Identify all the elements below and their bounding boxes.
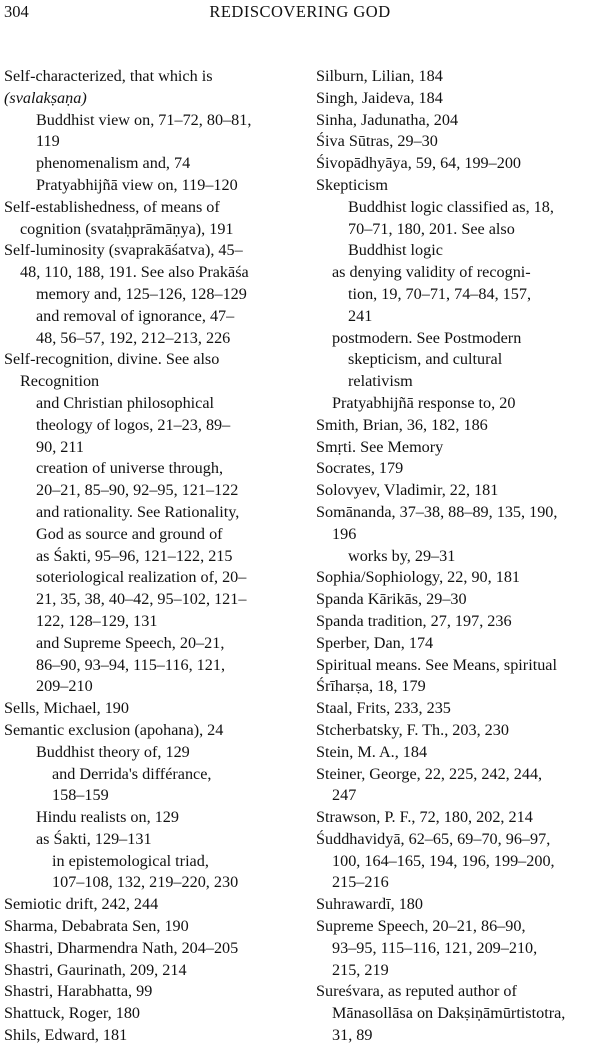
index-line: cognition (svataḥprāmāṇya), 191: [20, 219, 234, 238]
index-line: 215–216: [332, 873, 389, 892]
index-line: Buddhist logic: [348, 241, 443, 260]
index-line: Socrates, 179: [316, 459, 404, 478]
index-line: postmodern. See Postmodern: [332, 328, 522, 347]
index-line: Pratyabhijñā view on, 119–120: [36, 175, 238, 194]
index-line: theology of logos, 21–23, 89–: [36, 415, 231, 434]
page-header: [0, 2, 600, 26]
index-line: Sperber, Dan, 174: [316, 633, 434, 652]
index-line: and removal of ignorance, 47–: [36, 306, 235, 325]
index-line: 215, 219: [332, 960, 389, 979]
index-line: Sureśvara, as reputed author of: [316, 982, 517, 1001]
index-line: as Śakti, 129–131: [36, 829, 152, 848]
index-line: 48, 56–57, 192, 212–213, 226: [36, 328, 231, 347]
index-line: Smṛti. See Memory: [316, 437, 444, 456]
index-line: Sells, Michael, 190: [4, 699, 129, 718]
index-column-right: [316, 66, 600, 1047]
index-line: as denying validity of recogni-: [332, 263, 531, 282]
index-line: 31, 89: [332, 1026, 373, 1045]
index-line: Self-luminosity (svaprakāśatva), 45–: [4, 241, 243, 260]
index-line: Semiotic drift, 242, 244: [4, 895, 159, 914]
index-line: 122, 128–129, 131: [36, 611, 158, 630]
index-line: Shastri, Dharmendra Nath, 204–205: [4, 938, 239, 957]
index-line: Self-characterized, that which is: [4, 67, 213, 85]
index-line: Smith, Brian, 36, 182, 186: [316, 415, 488, 434]
index-line: Śuddhavidyā, 62–65, 69–70, 96–97,: [316, 829, 551, 848]
index-line: phenomenalism and, 74: [36, 154, 191, 173]
index-line: 90, 211: [36, 437, 84, 456]
index-line: and Derrida's différance,: [52, 764, 212, 783]
index-line: Sophia/Sophiology, 22, 90, 181: [316, 568, 521, 587]
index-line: Stcherbatsky, F. Th., 203, 230: [316, 720, 509, 739]
index-line: Śivopādhyāya, 59, 64, 199–200: [316, 154, 522, 173]
index-line: Buddhist logic classified as, 18,: [348, 197, 554, 216]
index-line: 86–90, 93–94, 115–116, 121,: [36, 655, 226, 674]
index-line: Strawson, P. F., 72, 180, 202, 214: [316, 808, 533, 827]
index-line: Shastri, Gaurinath, 209, 214: [4, 960, 187, 979]
index-line: Shils, Edward, 181: [4, 1026, 128, 1045]
index-line: memory and, 125–126, 128–129: [36, 284, 247, 303]
index-line: God as source and ground of: [36, 524, 223, 543]
index-line: Recognition: [20, 372, 100, 391]
index-line: Śrīharṣa, 18, 179: [316, 677, 426, 696]
index-line: Śiva Sūtras, 29–30: [316, 132, 438, 151]
index-line: Spiritual means. See Means, spiritual: [316, 655, 557, 674]
index-line: Somānanda, 37–38, 88–89, 135, 190,: [316, 502, 558, 521]
index-line: and rationality. See Rationality,: [36, 502, 240, 521]
index-line: skepticism, and cultural: [348, 350, 503, 369]
index-line: Sharma, Debabrata Sen, 190: [4, 917, 189, 936]
index-line: as Śakti, 95–96, 121–122, 215: [36, 546, 233, 565]
index-line: Solovyev, Vladimir, 22, 181: [316, 481, 499, 500]
index-line: 158–159: [52, 786, 109, 805]
index-line: Spanda Kārikās, 29–30: [316, 590, 467, 609]
index-line: 20–21, 85–90, 92–95, 121–122: [36, 481, 239, 500]
index-line: relativism: [348, 372, 413, 391]
index-line: Suhrawardī, 180: [316, 895, 423, 914]
index-line: creation of universe through,: [36, 459, 223, 478]
index-column-left: [4, 66, 296, 1047]
index-line: soteriological realization of, 20–: [36, 568, 247, 587]
index-line: 21, 35, 38, 40–42, 95–102, 121–: [36, 590, 247, 609]
index-line: tion, 19, 70–71, 74–84, 157,: [348, 284, 532, 303]
index-line: Shattuck, Roger, 180: [4, 1004, 141, 1023]
index-line: Sinha, Jadunatha, 204: [316, 110, 459, 129]
index-line: 107–108, 132, 219–220, 230: [52, 873, 239, 892]
index-line: Supreme Speech, 20–21, 86–90,: [316, 917, 526, 936]
index-line: Self-recognition, divine. See also: [4, 350, 220, 369]
running-title: REDISCOVERING GOD: [209, 2, 391, 21]
index-line: Buddhist theory of, 129: [36, 742, 190, 761]
index-line: 209–210: [36, 677, 93, 696]
index-line: 93–95, 115–116, 121, 209–210,: [332, 938, 538, 957]
index-line: Skepticism: [316, 175, 388, 194]
index-line: works by, 29–31: [348, 546, 456, 565]
page-number: 304: [4, 2, 29, 21]
index-line: and Christian philosophical: [36, 393, 215, 412]
index-line: Staal, Frits, 233, 235: [316, 699, 451, 718]
index-line: in epistemological triad,: [52, 851, 209, 870]
index-line: Pratyabhijñā response to, 20: [332, 393, 516, 412]
index-line: 100, 164–165, 194, 196, 199–200,: [332, 851, 555, 870]
index-line: 70–71, 180, 201. See also: [348, 219, 515, 238]
index-line: Steiner, George, 22, 225, 242, 244,: [316, 764, 543, 783]
index-line: 196: [332, 524, 357, 543]
index-line: and Supreme Speech, 20–21,: [36, 633, 225, 652]
index-line: Singh, Jaideva, 184: [316, 88, 443, 107]
index-line: 241: [348, 306, 373, 325]
index-line: 119: [36, 132, 60, 151]
index-line: Shastri, Harabhatta, 99: [4, 982, 153, 1001]
index-line: Stein, M. A., 184: [316, 742, 428, 761]
index-line: 247: [332, 786, 357, 805]
index-line: Spanda tradition, 27, 197, 236: [316, 611, 512, 630]
index-line: Semantic exclusion (apohana), 24: [4, 720, 224, 739]
index-line: Buddhist view on, 71–72, 80–81,: [36, 110, 252, 129]
index-line: Self-establishedness, of means of: [4, 197, 220, 216]
index-line: Hindu realists on, 129: [36, 808, 179, 827]
index-line: (svalakṣaṇa): [4, 88, 87, 107]
index-line: Mānasollāsa on Dakṣiṇāmūrtistotra,: [332, 1004, 566, 1023]
index-line: 48, 110, 188, 191. See also Prakāśa: [20, 263, 249, 282]
index-line: Silburn, Lilian, 184: [316, 67, 443, 85]
